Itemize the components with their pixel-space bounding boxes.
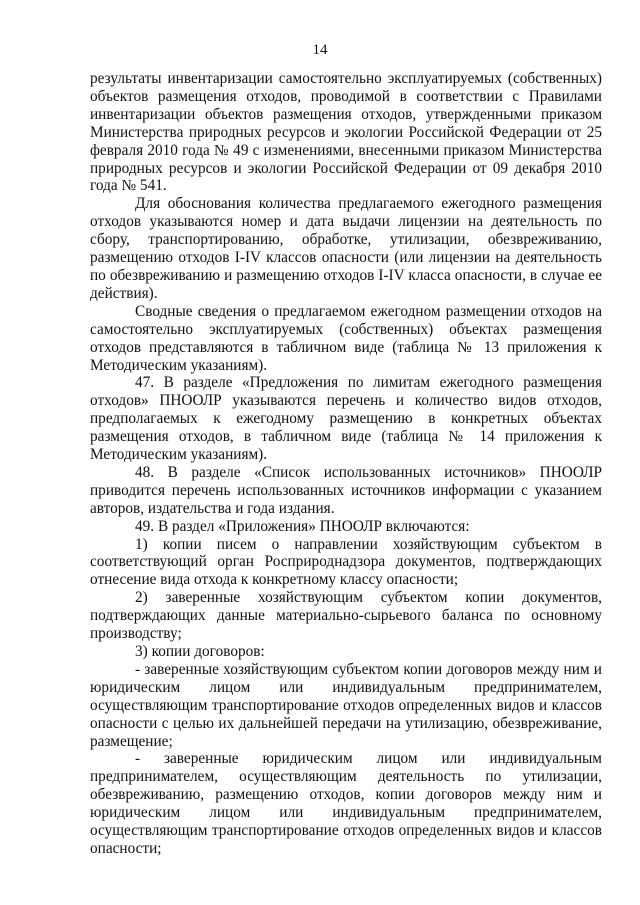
paragraph: результаты инвентаризации самостоятельно эксплуатируемых (собственных) объектов размещения отходов, проводимой в соответствии с Правилами инвентаризации объектов размещения отходов, утвержденными приказом Министерства природных ресурсов и экологии Российской Федерации от 25 февраля 2010 года № 49 с изменениями, внесенными приказом Министерства природных ресурсов и экологии Российской Федерации от 09 декабря 2010 года № 541. — [90, 70, 602, 195]
paragraph: - заверенные юридическим лицом или индивидуальным предпринимателем, осуществляющим деятельность по утилизации, обезвреживанию, размещению отходов, копии договоров между ним и юридическим лицом или индивидуальным предпринимателем, осуществляющим транспортирование отходов определенных видов и классов опасности; — [90, 750, 602, 857]
paragraph: Для обоснования количества предлагаемого ежегодного размещения отходов указываются номер и дата выдачи лицензии на деятельность по сбору, транспортированию, обработке, утилизации, обезвреживанию, размещению отходов I-IV классов опасности (или лицензии на деятельность по обезвреживанию и размещению отходов I-IV класса опасности, в случае ее действия). — [90, 195, 602, 302]
paragraph: 48. В разделе «Список использованных источников» ПНООЛР приводится перечень использованных источников информации с указанием авторов, издательства и года издания. — [90, 463, 602, 517]
page-number: 14 — [312, 42, 328, 58]
paragraph: 1) копии писем о направлении хозяйствующим субъектом в соответствующий орган Росприроднадзора документов, подтверждающих отнесение вида отхода к конкретному классу опасности; — [90, 535, 602, 589]
paragraph: Сводные сведения о предлагаемом ежегодном размещении отходов на самостоятельно эксплуатируемых (собственных) объектах размещения отходов представляются в табличном виде (таблица № 13 приложения к Методическим указаниям). — [90, 302, 602, 374]
document-body — [90, 70, 602, 858]
paragraph: 47. В разделе «Предложения по лимитам ежегодного размещения отходов» ПНООЛР указываются перечень и количество видов отходов, предполагаемых к ежегодному размещению в конкретных объектах размещения отходов, в табличном виде (таблица № 14 приложения к Методическим указаниям). — [90, 374, 602, 464]
paragraph: 2) заверенные хозяйствующим субъектом копии документов, подтверждающих данные материально-сырьевого баланса по основному производству; — [90, 589, 602, 643]
paragraph: 49. В раздел «Приложения» ПНООЛР включаются: — [135, 517, 470, 535]
paragraph: - заверенные хозяйствующим субъектом копии договоров между ним и юридическим лицом или индивидуальным предпринимателем, осуществляющим транспортирование отходов определенных видов и классов опасности с целью их дальнейшей передачи на утилизацию, обезвреживание, размещение; — [90, 660, 602, 750]
paragraph: 3) копии договоров: — [135, 643, 265, 660]
